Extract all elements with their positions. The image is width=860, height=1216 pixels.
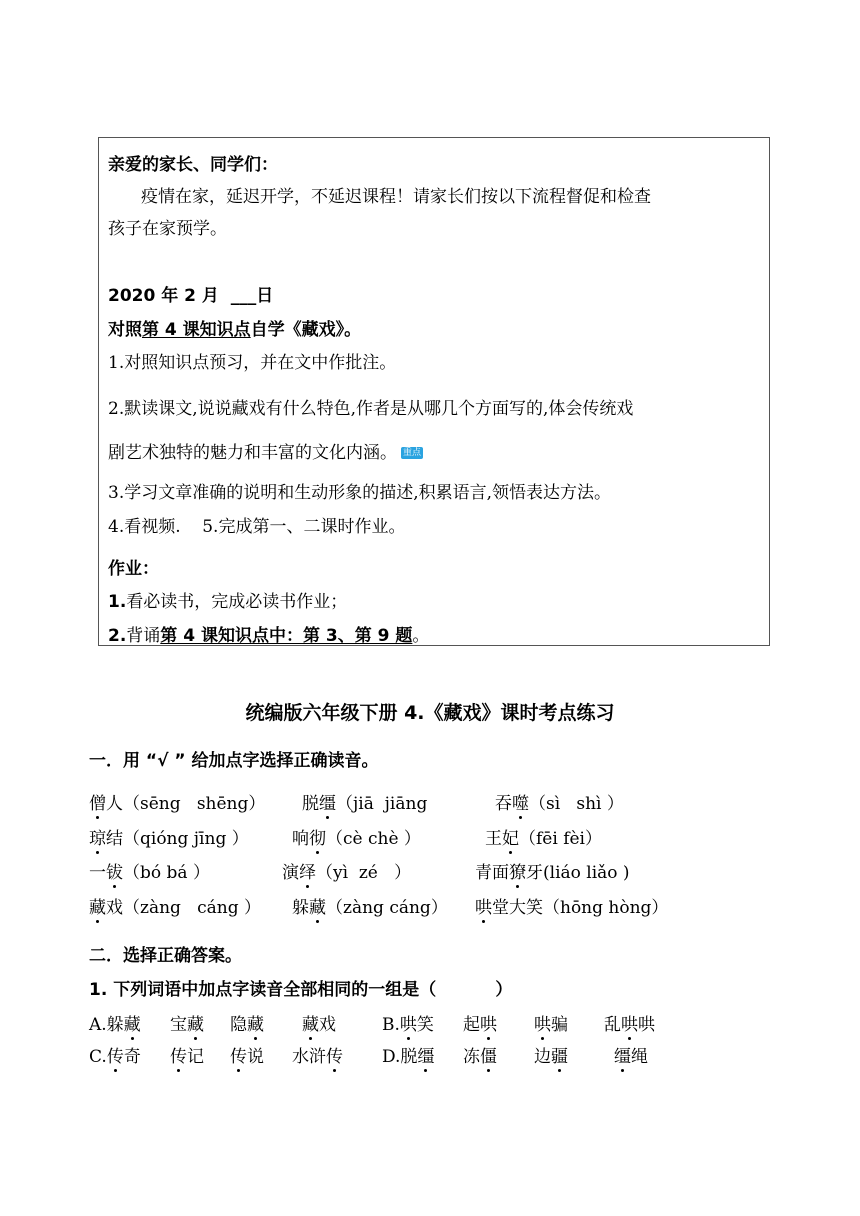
pinyin-item: 琼结（qióng jīng ）	[89, 824, 249, 849]
pinyin-item: 哄堂大笑（hōng hòng）	[475, 893, 668, 918]
pinyin-item: 演绎（yì zé ）	[282, 858, 411, 883]
pinyin-item: 一钹（bó bá ）	[89, 858, 210, 883]
option-word: 缰绳	[614, 1042, 648, 1067]
homework-1-num: 1.	[108, 592, 127, 612]
step-2b	[108, 438, 423, 463]
pinyin-item: 脱缰（jiā jiāng	[302, 789, 427, 814]
homework-2-suffix: 。	[412, 626, 430, 646]
date-line: 2020 年 2 月 ___日	[108, 286, 274, 306]
pinyin-item: 响彻（cè chè ）	[292, 824, 421, 849]
section-2-heading: 二．选择正确答案。	[89, 946, 242, 966]
pinyin-item: 躲藏（zàng cáng）	[292, 893, 448, 918]
key-point-badge: 重点	[403, 448, 422, 458]
option-word: B.哄笑	[382, 1010, 434, 1035]
pinyin-item: 僧人（sēng shēng）	[89, 789, 265, 814]
task-line	[108, 315, 361, 340]
pinyin-item: 吞噬（sì shì ）	[495, 789, 624, 814]
option-word: 传说	[230, 1042, 264, 1067]
homework-2-num: 2.	[108, 626, 127, 646]
homework-2-link[interactable]: 第 4 课知识点中：第 3、第 9 题	[160, 626, 413, 646]
notice-box	[98, 137, 770, 646]
option-word: 传记	[170, 1042, 204, 1067]
step-3: 3.学习文章准确的说明和生动形象的描述,积累语言,领悟表达方法。	[108, 483, 612, 503]
task-prefix: 对照	[108, 320, 142, 340]
option-word: 藏戏	[302, 1010, 336, 1035]
option-word: 边疆	[534, 1042, 568, 1067]
section-1-heading: 一．用 “√ ” 给加点字选择正确读音。	[89, 751, 379, 771]
homework-1-text: 看必读书，完成必读书作业；	[126, 592, 348, 612]
option-word: C.传奇	[89, 1042, 141, 1067]
pinyin-item: 青面獠牙(liáo liǎo )	[475, 858, 630, 883]
homework-2-prefix: 背诵	[126, 626, 161, 646]
intro-line-1: 疫情在家，延迟开学，不延迟课程！请家长们按以下流程督促和检查	[141, 187, 651, 207]
option-word: A.躲藏	[89, 1010, 141, 1035]
homework-1	[108, 587, 347, 612]
pinyin-item: 王妃（fēi fèi）	[485, 824, 602, 849]
intro-line-2: 孩子在家预学。	[108, 219, 227, 239]
step-4: 4.看视频. 5.完成第一、二课时作业。	[108, 517, 406, 537]
step-1: 1.对照知识点预习，并在文中作批注。	[108, 353, 397, 373]
option-word: 水浒传	[292, 1042, 343, 1067]
option-word: D.脱缰	[382, 1042, 434, 1067]
option-word: 冻僵	[463, 1042, 497, 1067]
option-word: 隐藏	[230, 1010, 264, 1035]
task-suffix: 自学《藏戏》。	[250, 320, 362, 340]
worksheet-title: 统编版六年级下册 4.《藏戏》课时考点练习	[245, 702, 615, 724]
homework-2	[108, 621, 429, 646]
task-link[interactable]: 第 4 课知识点	[142, 320, 251, 340]
question-1: 1. 下列词语中加点字读音全部相同的一组是（ ）	[89, 980, 513, 1000]
greeting: 亲爱的家长、同学们：	[108, 155, 278, 175]
homework-label: 作业：	[108, 559, 159, 579]
option-word: 乱哄哄	[604, 1010, 655, 1035]
option-word: 宝藏	[170, 1010, 204, 1035]
option-word: 起哄	[463, 1010, 497, 1035]
step-2a: 2.默读课文,说说藏戏有什么特色,作者是从哪几个方面写的,体会传统戏	[108, 399, 634, 419]
pinyin-item: 藏戏（zàng cáng ）	[89, 893, 261, 918]
option-word: 哄骗	[534, 1010, 568, 1035]
step-2b-text: 剧艺术独特的魅力和丰富的文化内涵。	[108, 443, 397, 463]
